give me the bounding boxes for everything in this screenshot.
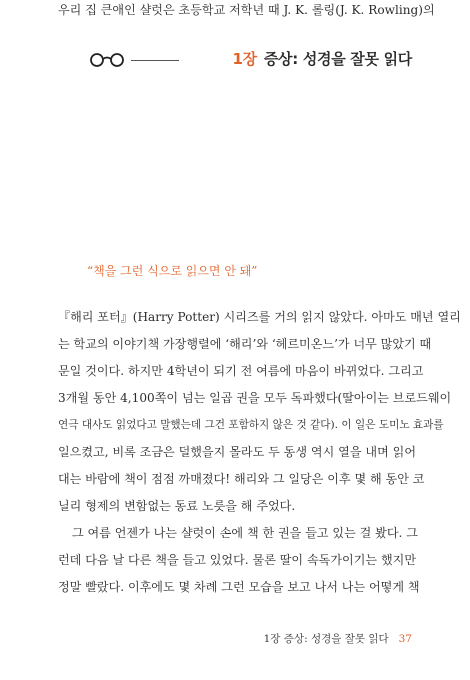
page-header	[0, 46, 470, 76]
glasses-icon	[88, 52, 126, 68]
running-title: 1장 증상: 성경을 잘못 읽다	[263, 633, 389, 645]
body-line: 연극 대사도 읽었다고 말했는데 그건 포함하지 않은 것 같다). 이 일은 도미노 효과를	[58, 419, 444, 431]
header-rule	[131, 60, 179, 61]
chapter-number: 1장	[232, 50, 257, 68]
body-line: 런데 다음 날 다른 책을 들고 있었다. 물론 딸이 속독가이기는 했지만	[58, 553, 416, 567]
body-line: 3개월 동안 4,100쪽이 넘는 일곱 권을 모두 독파했다(딸아이는 브로드웨이	[58, 391, 452, 405]
body-line: 그 여름 언젠가 나는 샬럿이 손에 책 한 권을 들고 있는 걸 봤다. 그	[72, 526, 418, 540]
body-line: 정말 빨랐다. 이후에도 몇 차례 그런 모습을 보고 나서 나는 어떻게 책	[58, 580, 420, 594]
body-line: 우리 집 큰애인 샬럿은 초등학교 저학년 때 J. K. 롤링(J. K. Rowling)의	[58, 3, 435, 17]
page-number: 37	[398, 633, 412, 645]
section-heading: “책을 그런 식으로 읽으면 안 돼”	[87, 264, 258, 278]
body-line: 일으켰고, 비록 조금은 덜했을지 몰라도 두 동생 역시 열을 내며 읽어	[58, 445, 416, 459]
chapter-title-text: 증상: 성경을 잘못 읽다	[263, 50, 412, 68]
page-footer	[264, 631, 412, 646]
body-line: 닐리 형제의 변함없는 동료 노릇을 해 주었다.	[58, 499, 296, 513]
chapter-title	[232, 48, 412, 69]
body-line: 대는 바람에 책이 점점 까매졌다! 해리와 그 일당은 이후 몇 해 동안 코	[58, 472, 425, 486]
body-line: 는 학교의 이야기책 가장행렬에 ‘해리’와 ‘헤르미온느’가 너무 많았기 때	[58, 337, 432, 351]
body-line: 『해리 포터』(Harry Potter) 시리즈를 거의 읽지 않았다. 아마도 매년 열리	[58, 310, 461, 324]
body-line: 문일 것이다. 하지만 4학년이 되기 전 여름에 마음이 바뀌었다. 그리고	[58, 364, 424, 378]
